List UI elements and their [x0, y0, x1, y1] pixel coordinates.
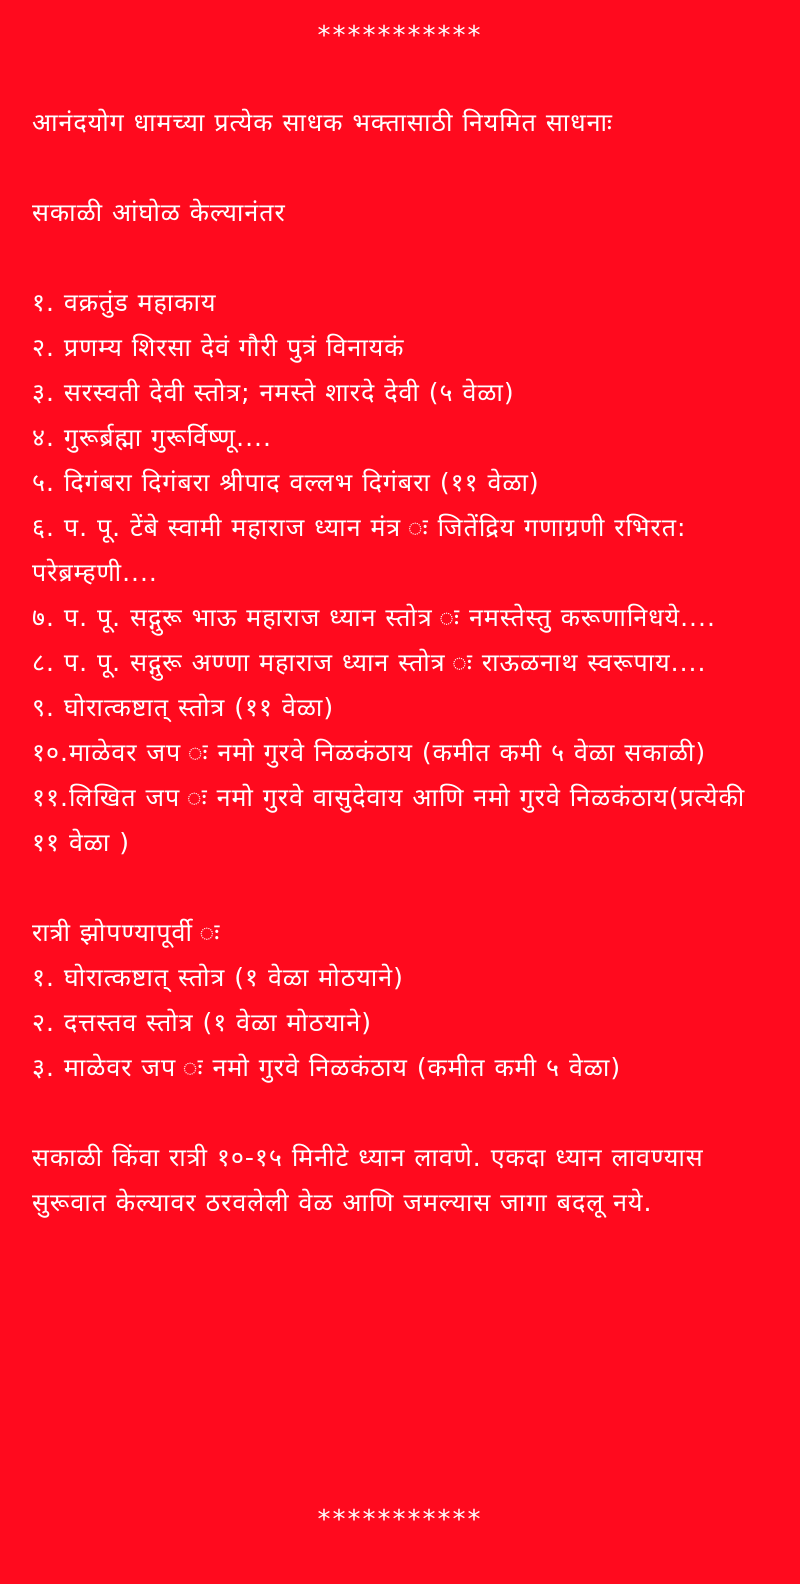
list-item: ३. माळेवर जप ः नमो गुरवे निळकंठाय (कमीत कमी ५ वेळा) [32, 1053, 622, 1082]
bottom-divider: *********** [317, 1505, 483, 1535]
night-heading: रात्री झोपण्यापूर्वी ः [32, 918, 221, 947]
spacer [32, 145, 768, 190]
list-item: १. वक्रतुंड महाकाय [32, 288, 217, 317]
intro-text: आनंदयोग धामच्या प्रत्येक साधक भक्तासाठी नियमित साधनाः [32, 108, 613, 137]
list-item: ५. दिगंबरा दिगंबरा श्रीपाद वल्लभ दिगंबरा (११ वेळा) [32, 468, 540, 497]
list-item: ३. सरस्वती देवी स्तोत्र; नमस्ते शारदे देवी (५ वेळा) [32, 378, 515, 407]
list-item: १०.माळेवर जप ः नमो गुरवे निळकंठाय (कमीत कमी ५ वेळा सकाळी) [32, 738, 707, 767]
list-item: १. घोरात्कष्टात् स्तोत्र (१ वेळा मोठयाने) [32, 963, 404, 992]
list-item: ६. प. पू. टेंबे स्वामी महाराज ध्यान मंत्र ः जितेंद्रिय गणाग्रणी रभिरत: परेब्रम्हणी.... [32, 513, 687, 587]
spacer [32, 1090, 768, 1135]
list-item: ४. गुरूर्ब्रह्मा गुरूर्विष्णू.... [32, 423, 272, 452]
list-item: २. प्रणम्य शिरसा देवं गौरी पुत्रं विनायकं [32, 333, 405, 362]
list-item: ९. घोरात्कष्टात् स्तोत्र (११ वेळा) [32, 693, 335, 722]
morning-list [32, 280, 768, 865]
list-item: ११.लिखित जप ः नमो गुरवे वासुदेवाय आणि नमो गुरवे निळकंठाय(प्रत्येकी ११ वेळा ) [32, 783, 746, 857]
morning-heading: सकाळी आंघोळ केल्यानंतर [32, 198, 286, 227]
list-item: ७. प. पू. सद्गुरू भाऊ महाराज ध्यान स्तोत्र ः नमस्तेस्तु करूणानिधये.... [32, 603, 716, 632]
spacer [32, 235, 768, 280]
list-item: ८. प. पू. सद्गुरू अण्णा महाराज ध्यान स्तोत्र ः राऊळनाथ स्वरूपाय.... [32, 648, 707, 677]
closing-text: सकाळी किंवा रात्री १०-१५ मिनीटे ध्यान लावणे. एकदा ध्यान लावण्यास सुरूवात केल्यावर ठरवलेली वेळ आणि जमल्यास जागा बदलू नये. [32, 1143, 704, 1217]
night-list [32, 955, 768, 1090]
list-item: २. दत्तस्तव स्तोत्र (१ वेळा मोठयाने) [32, 1008, 373, 1037]
spacer [32, 865, 768, 910]
top-divider: *********** [317, 21, 483, 51]
